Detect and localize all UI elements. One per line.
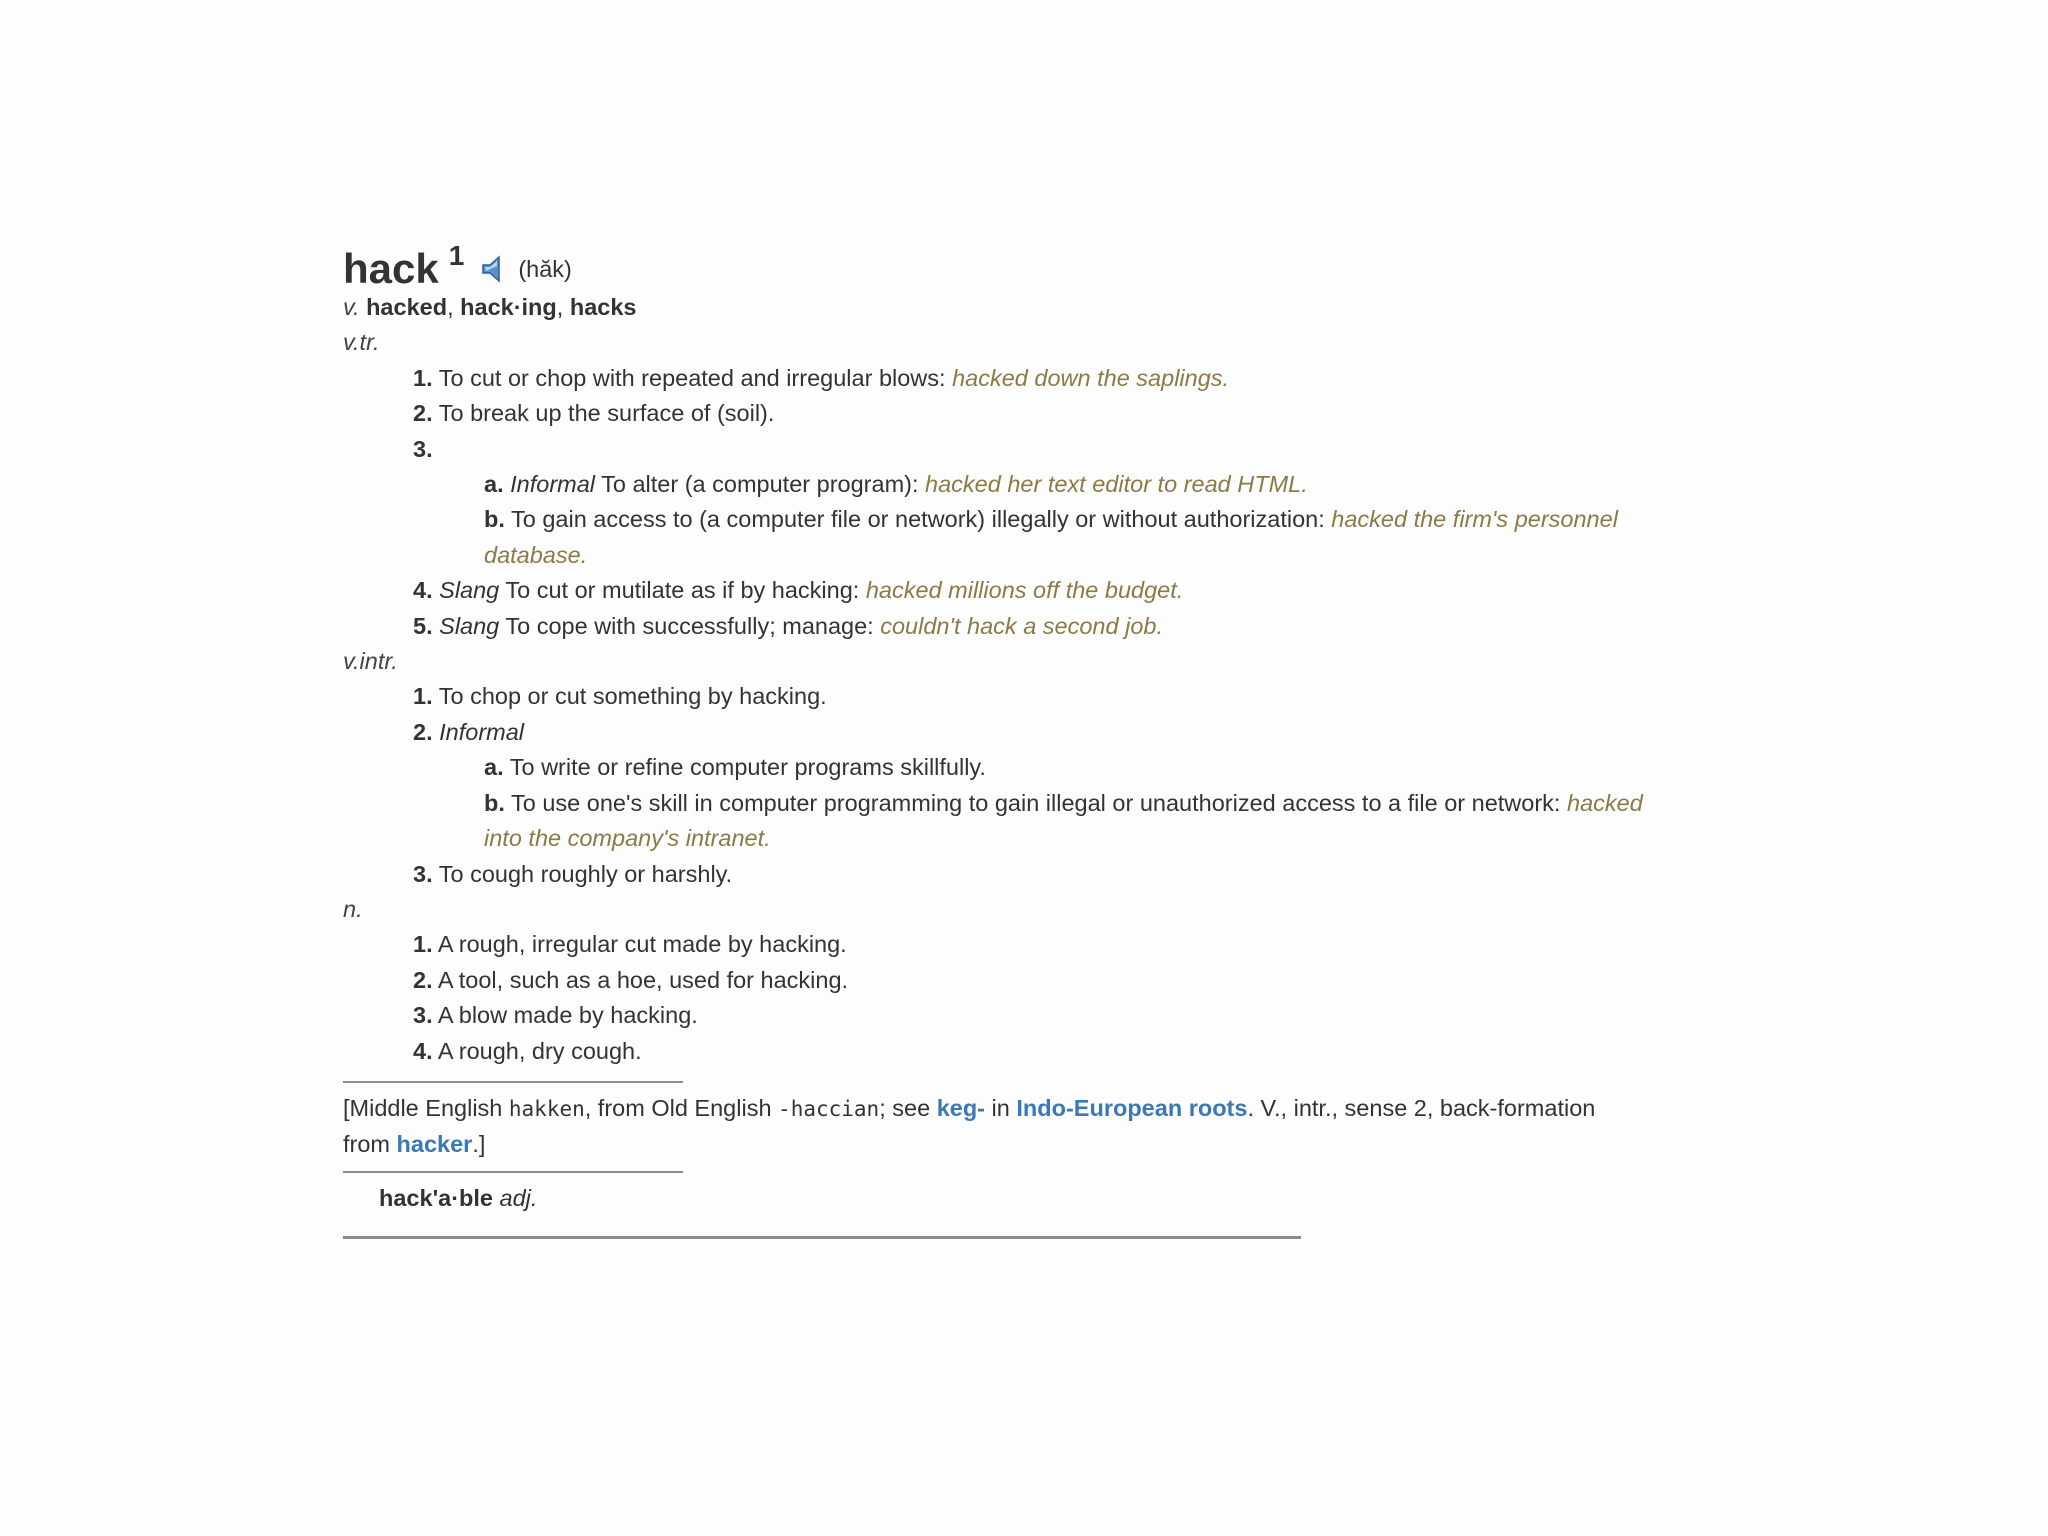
- example: into the company's intranet.: [484, 825, 771, 852]
- headword-line: [343, 236, 1723, 290]
- usage-label: Slang: [439, 577, 500, 604]
- etymon: hakken: [508, 1096, 585, 1121]
- homograph-number: 1: [448, 240, 465, 271]
- sense: 3. To cough roughly or harshly.: [413, 860, 733, 887]
- inflection-form: hack·ing: [460, 294, 557, 320]
- sense: 4. Slang To cut or mutilate as if by hacking: hacked millions off the budget.: [413, 577, 1184, 604]
- link-indo-european-roots[interactable]: Indo-European roots: [1016, 1094, 1248, 1121]
- divider: [343, 1171, 683, 1173]
- subsense: b. To use one's skill in computer programming to gain illegal or unauthorized access to a file or network: hacked: [484, 789, 1643, 816]
- divider: [343, 1081, 683, 1083]
- derived-pos: adj.: [499, 1184, 538, 1211]
- example: database.: [484, 541, 588, 568]
- pronunciation: (hăk): [518, 255, 572, 282]
- derived-form: [343, 1181, 1723, 1216]
- derived-word: hack'a·ble: [379, 1184, 494, 1211]
- sense: 2. Informal: [413, 718, 525, 745]
- subsense-continuation: [343, 538, 1723, 573]
- example: hacked down the saplings.: [952, 364, 1230, 391]
- example: hacked millions off the budget.: [865, 577, 1184, 604]
- usage-label: Informal: [510, 471, 596, 498]
- sense: 4. A rough, dry cough.: [413, 1037, 642, 1064]
- sense: 3.: [413, 435, 433, 462]
- usage-label: Slang: [439, 612, 500, 639]
- sense: 2. A tool, such as a hoe, used for hacking.: [413, 966, 849, 993]
- sense: 5. Slang To cope with successfully; manage: couldn't hack a second job.: [413, 612, 1163, 639]
- sense: 1. To chop or cut something by hacking.: [413, 683, 827, 710]
- link-hacker[interactable]: hacker: [396, 1131, 473, 1158]
- subsense: a. Informal To alter (a computer program): hacked her text editor to read HTML.: [484, 471, 1308, 498]
- inflection-form: hacks: [569, 294, 637, 320]
- example: hacked her text editor to read HTML.: [925, 471, 1308, 498]
- pos-label-vintr: v.intr.: [343, 648, 398, 675]
- usage-label: Informal: [439, 718, 525, 745]
- etymology: [Middle English hakken, from Old English -haccian; see keg- in Indo-European roots. V., intr., sense 2, back-formation from hacker.]: [343, 1094, 1596, 1158]
- subsense: a. To write or refine computer programs skillfully.: [484, 754, 986, 781]
- etymon: -haccian: [778, 1096, 880, 1121]
- sense: 1. A rough, irregular cut made by hacking.: [413, 931, 847, 958]
- pos-label-vtr: v.tr.: [343, 329, 380, 356]
- subsense: b. To gain access to (a computer file or network) illegally or without authorization: hacked the firm's personnel: [484, 506, 1618, 533]
- sense: 2. To break up the surface of (soil).: [413, 400, 775, 427]
- example: couldn't hack a second job.: [880, 612, 1163, 639]
- subsense-continuation: [343, 821, 1723, 856]
- sense: 1. To cut or chop with repeated and irregular blows: hacked down the saplings.: [413, 364, 1230, 391]
- speaker-icon[interactable]: [480, 254, 510, 284]
- entry-end-rule: [343, 1236, 1301, 1239]
- inflections-line: v. hacked, hack·ing, hacks: [343, 294, 637, 320]
- example: hacked: [1567, 789, 1643, 816]
- inflection-form: hacked: [366, 294, 448, 320]
- link-keg[interactable]: keg-: [936, 1094, 986, 1121]
- headword: hack $^1$: [343, 240, 465, 292]
- sense: 3. A blow made by hacking.: [413, 1002, 698, 1029]
- part-of-speech: v.: [343, 294, 360, 320]
- example: hacked the firm's personnel: [1331, 506, 1618, 533]
- dictionary-entry: [343, 236, 1723, 1239]
- pos-label-noun: n.: [343, 895, 363, 922]
